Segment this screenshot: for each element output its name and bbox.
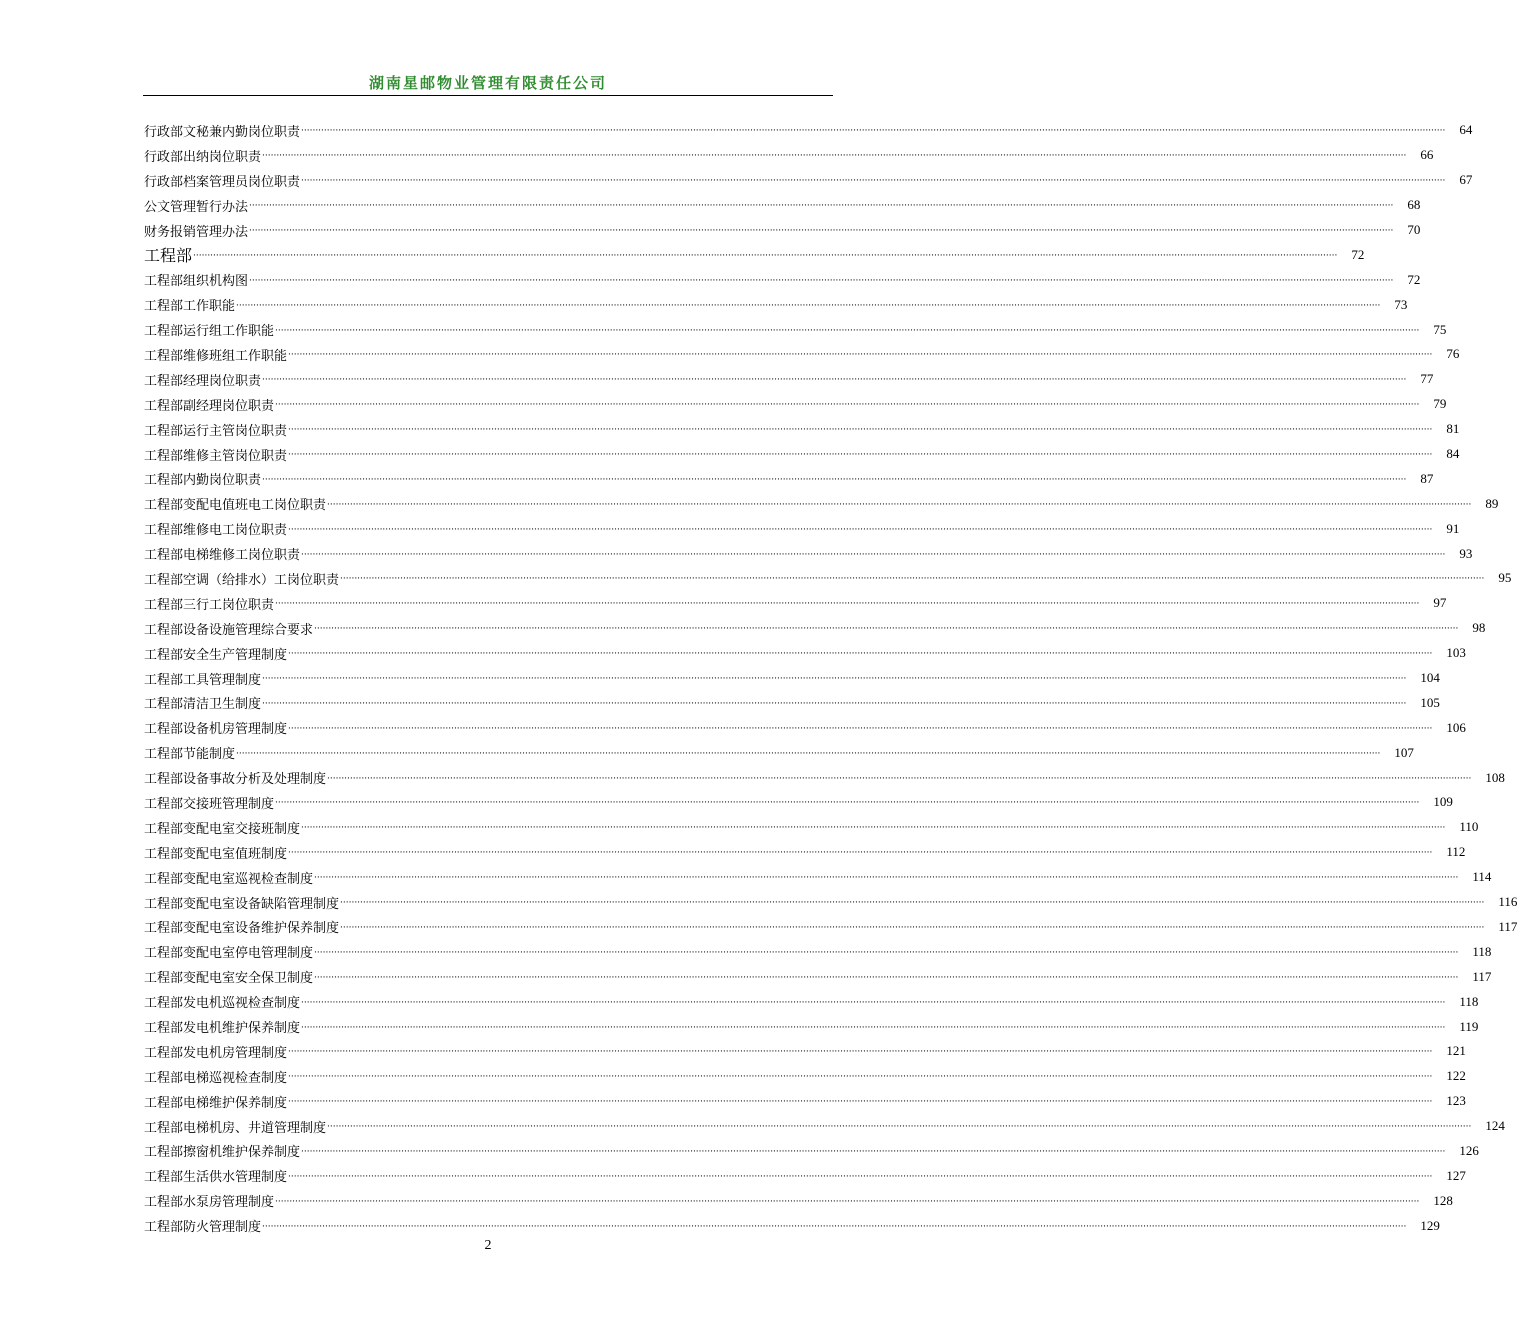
toc-dot-leader: ················································································································································································································································································································································································································ [236,300,1381,311]
toc-entry-title: 工程部副经理岗位职责 [144,398,275,414]
toc-entry-title: 工程部发电机房管理制度 [144,1045,288,1061]
toc-dot-leader: ················································································································································································································································································································································································································ [301,1146,1446,1157]
toc-entry-title: 工程部维修电工岗位职责 [144,523,288,539]
toc-dot-leader: ················································································································································································································································································································································································································ [301,997,1446,1008]
toc-entry[interactable] [144,566,1512,591]
toc-entry[interactable] [144,392,1447,417]
toc-entry[interactable] [144,740,1414,765]
toc-entry-title: 工程部水泵房管理制度 [144,1195,275,1211]
toc-entry-page: 97 [1433,595,1447,611]
toc-entry-title: 工程部维修主管岗位职责 [144,448,288,464]
toc-dot-leader: ················································································································································································································································································································································································································ [288,524,1433,535]
toc-dot-leader: ················································································································································································································································································································································································································ [288,723,1433,734]
toc-entry[interactable] [144,342,1460,367]
toc-entry-page: 124 [1485,1118,1505,1134]
toc-entry-title: 工程部运行主管岗位职责 [144,423,288,439]
toc-entry-page: 110 [1459,819,1479,835]
toc-entry-title: 行政部档案管理员岗位职责 [144,174,301,190]
toc-entry[interactable] [144,292,1408,317]
toc-entry[interactable] [144,765,1505,790]
toc-entry-title: 行政部出纳岗位职责 [144,149,262,165]
toc-entry-title: 工程部变配电室值班制度 [144,846,288,862]
toc-entry-title: 工程部发电机维护保养制度 [144,1021,301,1036]
toc-entry[interactable] [144,815,1479,840]
toc-entry-page: 64 [1459,122,1473,138]
toc-entry-page: 95 [1498,570,1512,586]
toc-dot-leader: ················································································································································································································································································································································································································ [314,972,1459,983]
toc-entry[interactable] [144,890,1517,915]
toc-entry[interactable] [144,541,1473,566]
toc-entry-page: 72 [1351,246,1365,262]
toc-entry[interactable] [144,1188,1453,1213]
toc-dot-leader: ················································································································································································································································································································································································································ [193,250,1338,261]
toc-dot-leader: ················································································································································································································································································································································································································ [288,1171,1433,1182]
toc-dot-leader: ················································································································································································································································································································································································································ [236,748,1381,759]
toc-entry-title: 公文管理暂行办法 [144,199,249,215]
toc-dot-leader: ················································································································································································································································································································································································································ [275,325,1420,336]
toc-entry-title: 工程部内勤岗位职责 [144,473,262,489]
toc-entry-page: 75 [1433,321,1447,337]
toc-entry-title: 工程部工具管理制度 [144,672,262,688]
toc-entry[interactable] [144,865,1492,890]
toc-entry-title: 工程部电梯机房、井道管理制度 [144,1120,327,1136]
toc-entry-title: 财务报销管理办法 [144,224,249,240]
toc-entry-page: 73 [1394,296,1408,312]
toc-dot-leader: ················································································································································································································································································································································································································ [301,549,1446,560]
toc-entry-title: 工程部三行工岗位职责 [144,597,275,613]
toc-entry[interactable] [144,616,1486,641]
toc-entry-page: 126 [1459,1142,1479,1158]
toc-entry-page: 114 [1472,869,1492,885]
toc-entry[interactable] [144,1039,1466,1064]
toc-entry-page: 119 [1459,1018,1479,1034]
toc-entry-page: 129 [1420,1217,1440,1233]
toc-entry[interactable] [144,267,1421,292]
toc-entry-title: 工程部设备事故分析及处理制度 [144,772,327,788]
toc-entry-page: 98 [1472,620,1486,636]
toc-entry[interactable] [144,1014,1479,1039]
toc-dot-leader: ················································································································································································································································································································································································································ [288,1047,1433,1058]
header-divider [143,95,833,96]
toc-dot-leader: ················································································································································································································································································································································································································ [262,674,1407,685]
toc-entry-title: 工程部组织机构图 [144,274,249,290]
toc-dot-leader: ················································································································································································································································································································································································································ [288,1097,1433,1108]
toc-dot-leader: ················································································································································································································································································································································································································ [288,649,1433,660]
toc-dot-leader: ················································································································································································································································································································································································································ [327,773,1472,784]
toc-entry-page: 118 [1459,993,1479,1009]
toc-entry[interactable] [144,218,1421,243]
toc-dot-leader: ················································································································································································································································································································································································································ [301,126,1446,137]
company-header: 湖南星邮物业管理有限责任公司 [368,74,607,92]
toc-entry-page: 91 [1446,520,1460,536]
toc-entry-title: 工程部擦窗机维护保养制度 [144,1145,301,1161]
toc-entry-page: 84 [1446,446,1460,462]
toc-dot-leader: ················································································································································································································································································································································································································ [301,176,1446,187]
toc-entry-page: 123 [1446,1093,1466,1109]
toc-entry-title: 工程部电梯维护保养制度 [144,1095,288,1111]
toc-entry-page: 89 [1485,495,1499,511]
toc-entry-title: 工程部交接班管理制度 [144,796,275,812]
toc-entry-title: 工程部清洁卫生制度 [144,697,262,713]
toc-entry-title: 工程部运行组工作职能 [144,324,275,340]
toc-entry-title: 工程部变配电室停电管理制度 [144,946,314,962]
toc-entry-title: 工程部维修班组工作职能 [144,348,288,364]
toc-dot-leader: ················································································································································································································································································································································································································ [249,275,1394,286]
toc-entry[interactable] [144,442,1460,467]
toc-entry[interactable] [144,466,1434,491]
toc-dot-leader: ················································································································································································································································································································································································································ [249,226,1394,236]
toc-entry-page: 93 [1459,545,1473,561]
toc-entry-page: 107 [1394,744,1414,760]
toc-dot-leader: ················································································································································································································································································································································································································ [262,1221,1407,1232]
toc-entry-page: 87 [1420,470,1434,486]
toc-entry-title: 工程部工作职能 [144,299,236,315]
toc-entry[interactable] [144,1064,1466,1089]
toc-entry[interactable] [144,317,1447,342]
toc-entry-page: 77 [1420,371,1434,387]
toc-entry-page: 127 [1446,1167,1466,1183]
toc-dot-leader: ················································································································································································································································································································································································································ [262,698,1407,709]
toc-entry-title: 工程部安全生产管理制度 [144,647,288,663]
toc-entry[interactable] [144,690,1440,715]
toc-entry-title: 工程部变配电室交接班制度 [144,821,301,837]
toc-entry-page: 76 [1446,346,1460,362]
toc-entry-page: 67 [1459,172,1473,188]
toc-entry[interactable] [144,1114,1505,1139]
page-number: 2 [484,1238,492,1253]
toc-entry-page: 122 [1446,1068,1466,1084]
toc-entry-title: 工程部生活供水管理制度 [144,1170,288,1186]
toc-entry-page: 108 [1485,769,1505,785]
toc-entry[interactable] [144,367,1434,392]
toc-dot-leader: ················································································································································································································································································································································································································ [275,798,1420,809]
toc-entry-page: 117 [1472,968,1492,984]
toc-entry[interactable] [144,989,1479,1014]
toc-entry[interactable] [144,193,1421,218]
toc-entry-page: 70 [1407,222,1421,237]
toc-entry-title: 工程部电梯维修工岗位职责 [144,548,301,564]
table-of-contents [144,118,1517,1238]
toc-entry-page: 118 [1472,943,1492,959]
toc-entry-title: 工程部变配电室巡视检查制度 [144,871,314,887]
toc-entry-page: 112 [1446,844,1466,860]
toc-entry-page: 109 [1433,794,1453,810]
toc-entry[interactable] [144,964,1492,989]
toc-entry-title: 行政部文秘兼内勤岗位职责 [144,124,301,140]
toc-entry[interactable] [144,143,1434,168]
toc-entry[interactable] [144,1163,1466,1188]
toc-entry[interactable] [144,715,1466,740]
toc-dot-leader: ················································································································································································································································································································································································································ [301,823,1446,834]
toc-entry-page: 105 [1420,694,1440,710]
toc-entry-page: 116 [1498,894,1517,910]
toc-entry-page: 106 [1446,719,1466,735]
toc-entry[interactable] [144,491,1499,516]
toc-entry-page: 72 [1407,271,1421,287]
toc-dot-leader: ················································································································································································································································································································································································································ [288,450,1433,461]
toc-section-entry[interactable] [144,242,1365,267]
toc-dot-leader: ················································································································································································································································································································································································································ [314,947,1459,958]
toc-dot-leader: ················································································································································································································································································································································································································ [327,499,1472,510]
toc-entry[interactable] [144,939,1492,964]
toc-entry-title: 工程部变配电室设备缺陷管理制度 [144,896,340,912]
toc-dot-leader: ················································································································································································································································································································································································································ [340,922,1485,933]
toc-entry-title: 工程部电梯巡视检查制度 [144,1070,288,1086]
toc-entry-title: 工程部发电机巡视检查制度 [144,996,301,1012]
toc-dot-leader: ················································································································································································································································································································································································································ [327,1122,1472,1133]
toc-entry[interactable] [144,666,1440,691]
toc-entry-page: 66 [1420,147,1434,163]
toc-entry[interactable] [144,516,1460,541]
toc-entry[interactable] [144,1089,1466,1114]
toc-entry-title: 工程部变配电室设备维护保养制度 [144,921,340,937]
toc-dot-leader: ················································································································································································································································································································································································································ [288,1072,1433,1083]
toc-entry-title: 工程部空调（给排水）工岗位职责 [144,572,340,588]
toc-entry[interactable] [144,915,1517,940]
toc-dot-leader: ················································································································································································································································································································································································································ [262,474,1407,485]
toc-entry[interactable] [144,790,1453,815]
toc-entry[interactable] [144,417,1460,442]
toc-entry-title: 工程部设备机房管理制度 [144,722,288,738]
toc-entry-title: 工程部 [144,246,193,266]
toc-entry-page: 117 [1498,918,1517,934]
toc-dot-leader: ················································································································································································································································································································································································································ [262,151,1407,162]
toc-entry[interactable] [144,168,1473,193]
toc-dot-leader: ················································································································································································································································································································································································································ [249,201,1394,212]
toc-entry-page: 128 [1433,1192,1453,1208]
toc-entry[interactable] [144,641,1466,666]
toc-entry-page: 104 [1420,670,1440,686]
toc-dot-leader: ················································································································································································································································································································································································································ [340,574,1485,585]
toc-entry-page: 103 [1446,645,1466,661]
toc-entry-title: 工程部防火管理制度 [144,1220,262,1236]
toc-entry-page: 79 [1433,396,1447,412]
toc-dot-leader: ················································································································································································································································································································································································································ [275,400,1420,411]
toc-entry[interactable] [144,1213,1440,1238]
toc-entry-page: 121 [1446,1043,1466,1059]
toc-entry-title: 工程部变配电值班电工岗位职责 [144,498,327,514]
toc-entry[interactable] [144,118,1473,143]
toc-dot-leader: ················································································································································································································································································································································································································ [288,425,1433,436]
toc-dot-leader: ················································································································································································································································································································································································································ [288,848,1433,859]
toc-dot-leader: ················································································································································································································································································································································································································ [314,873,1459,884]
toc-entry[interactable] [144,591,1447,616]
toc-entry[interactable] [144,1139,1479,1164]
toc-entry-page: 81 [1446,421,1460,437]
toc-dot-leader: ················································································································································································································································································································································································································ [340,898,1485,909]
toc-entry-title: 工程部设备设施管理综合要求 [144,622,314,638]
toc-entry-title: 工程部变配电室安全保卫制度 [144,971,314,987]
toc-dot-leader: ················································································································································································································································································································································································································ [275,599,1420,610]
toc-dot-leader: ················································································································································································································································································································································································································ [275,1196,1420,1207]
toc-entry-title: 工程部节能制度 [144,747,236,763]
toc-entry-title: 工程部经理岗位职责 [144,373,262,389]
toc-dot-leader: ················································································································································································································································································································································································································ [288,350,1433,361]
toc-dot-leader: ················································································································································································································································································································································································································ [314,624,1459,635]
toc-dot-leader: ················································································································································································································································································································································································································ [262,375,1407,386]
toc-entry[interactable] [144,840,1466,865]
toc-dot-leader: ················································································································································································································································································································································································································ [301,1022,1446,1033]
toc-entry-page: 68 [1407,197,1421,213]
